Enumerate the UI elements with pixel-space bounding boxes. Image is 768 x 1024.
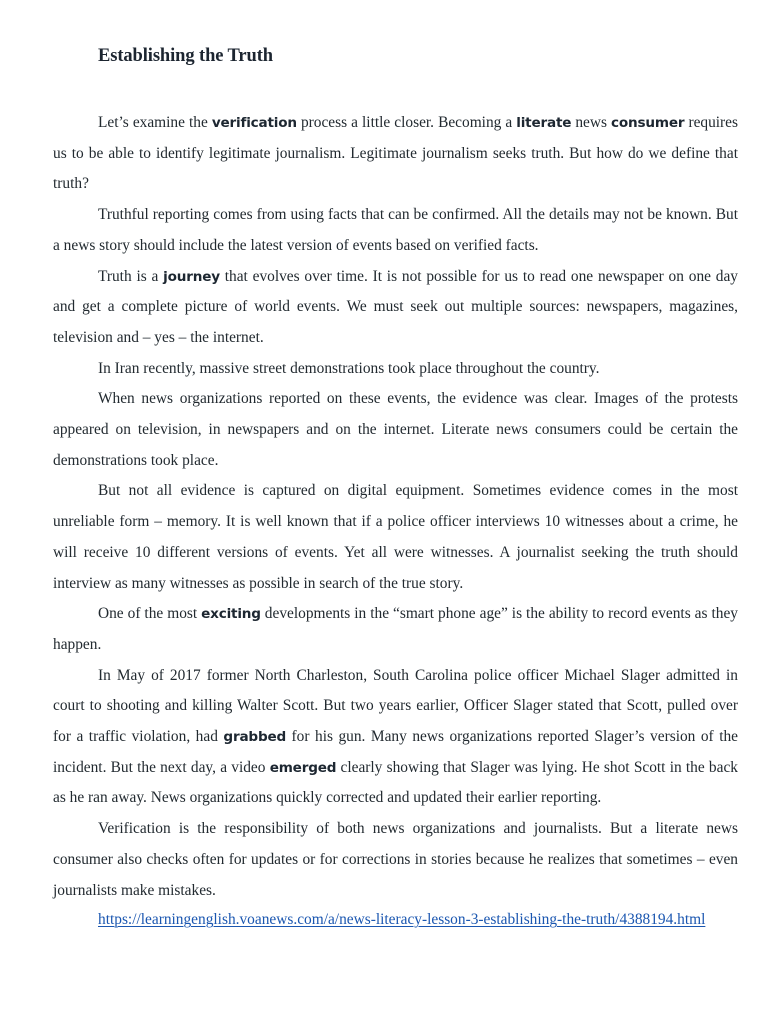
body-paragraph xyxy=(53,354,738,385)
body-paragraph xyxy=(53,262,738,354)
document-body xyxy=(53,108,738,906)
document-title: Establishing the Truth xyxy=(98,46,273,66)
paragraph-text: When news organizations reported on these events, the evidence was clear. Images of the protests appeared on television, in newspapers and on the internet. Literate news consumers could be certain the demonstrations took place. xyxy=(53,390,738,469)
vocabulary-keyword: journey xyxy=(163,268,220,285)
paragraph-text: Truthful reporting comes from using facts that can be confirmed. All the details may not be known. But a news story should include the latest version of events based on verified facts. xyxy=(53,206,738,254)
vocabulary-keyword: exciting xyxy=(201,606,261,623)
paragraph-text: for his gun. Many news organizations reported Slager’s version of the incident. But the next day, a video xyxy=(53,728,738,776)
paragraph-text: that evolves over time. It is not possible for us to read one newspaper on one day and get a complete picture of world events. We must seek out multiple sources: newspapers, magazines, television and – yes – the internet. xyxy=(53,267,738,346)
vocabulary-keyword: consumer xyxy=(611,115,685,131)
paragraph-text: clearly showing that Slager was lying. He shot Scott in the back as he ran away. News organizations quickly corrected and updated their earlier reporting. xyxy=(53,758,738,807)
paragraph-text: requires us to be able to identify legitimate journalism. Legitimate journalism seeks truth. But how do we define that truth? xyxy=(53,114,739,193)
paragraph-text: But not all evidence is captured on digital equipment. Sometimes evidence comes in the most unreliable form – memory. It is well known that if a police officer interviews 10 witnesses about a crime, he will receive 10 different versions of events. Yet all were witnesses. A journalist seeking the truth should interview as many witnesses as possible in search of the true story. xyxy=(53,482,738,592)
vocabulary-keyword: grabbed xyxy=(223,729,287,746)
paragraph-text: Truth is a xyxy=(98,267,164,285)
vocabulary-keyword: verification xyxy=(211,115,297,131)
source-link-line xyxy=(98,905,705,935)
paragraph-text: news xyxy=(571,114,612,131)
body-paragraph xyxy=(53,108,738,200)
vocabulary-keyword: literate xyxy=(516,115,572,131)
body-paragraph xyxy=(53,200,738,261)
vocabulary-keyword: emerged xyxy=(269,759,337,776)
paragraph-text: In Iran recently, massive street demonstrations took place throughout the country. xyxy=(98,359,600,377)
paragraph-text: One of the most xyxy=(98,605,202,623)
paragraph-text: developments in the “smart phone age” is the ability to record events as they happen. xyxy=(53,605,738,653)
body-paragraph xyxy=(53,814,738,906)
paragraph-text: Verification is the responsibility of both news organizations and journalists. But a literate news consumer also checks often for updates or for corrections in stories because he realizes that sometimes – even journalists make mistakes. xyxy=(53,820,738,899)
paragraph-text: In May of 2017 former North Charleston, South Carolina police officer Michael Slager admitted in court to shooting and killing Walter Scott. But two years earlier, Officer Slager stated that Scott, pulled over for a traffic violation, had xyxy=(53,666,738,746)
paragraph-text: process a little closer. Becoming a xyxy=(296,114,517,131)
body-paragraph xyxy=(53,661,738,815)
body-paragraph xyxy=(53,599,738,660)
source-link[interactable]: https://learningenglish.voanews.com/a/news-literacy-lesson-3-establishing-the-truth/4388194.html xyxy=(98,911,706,928)
body-paragraph xyxy=(53,476,738,599)
body-paragraph xyxy=(53,384,738,476)
paragraph-text: Let’s examine the xyxy=(98,114,212,131)
